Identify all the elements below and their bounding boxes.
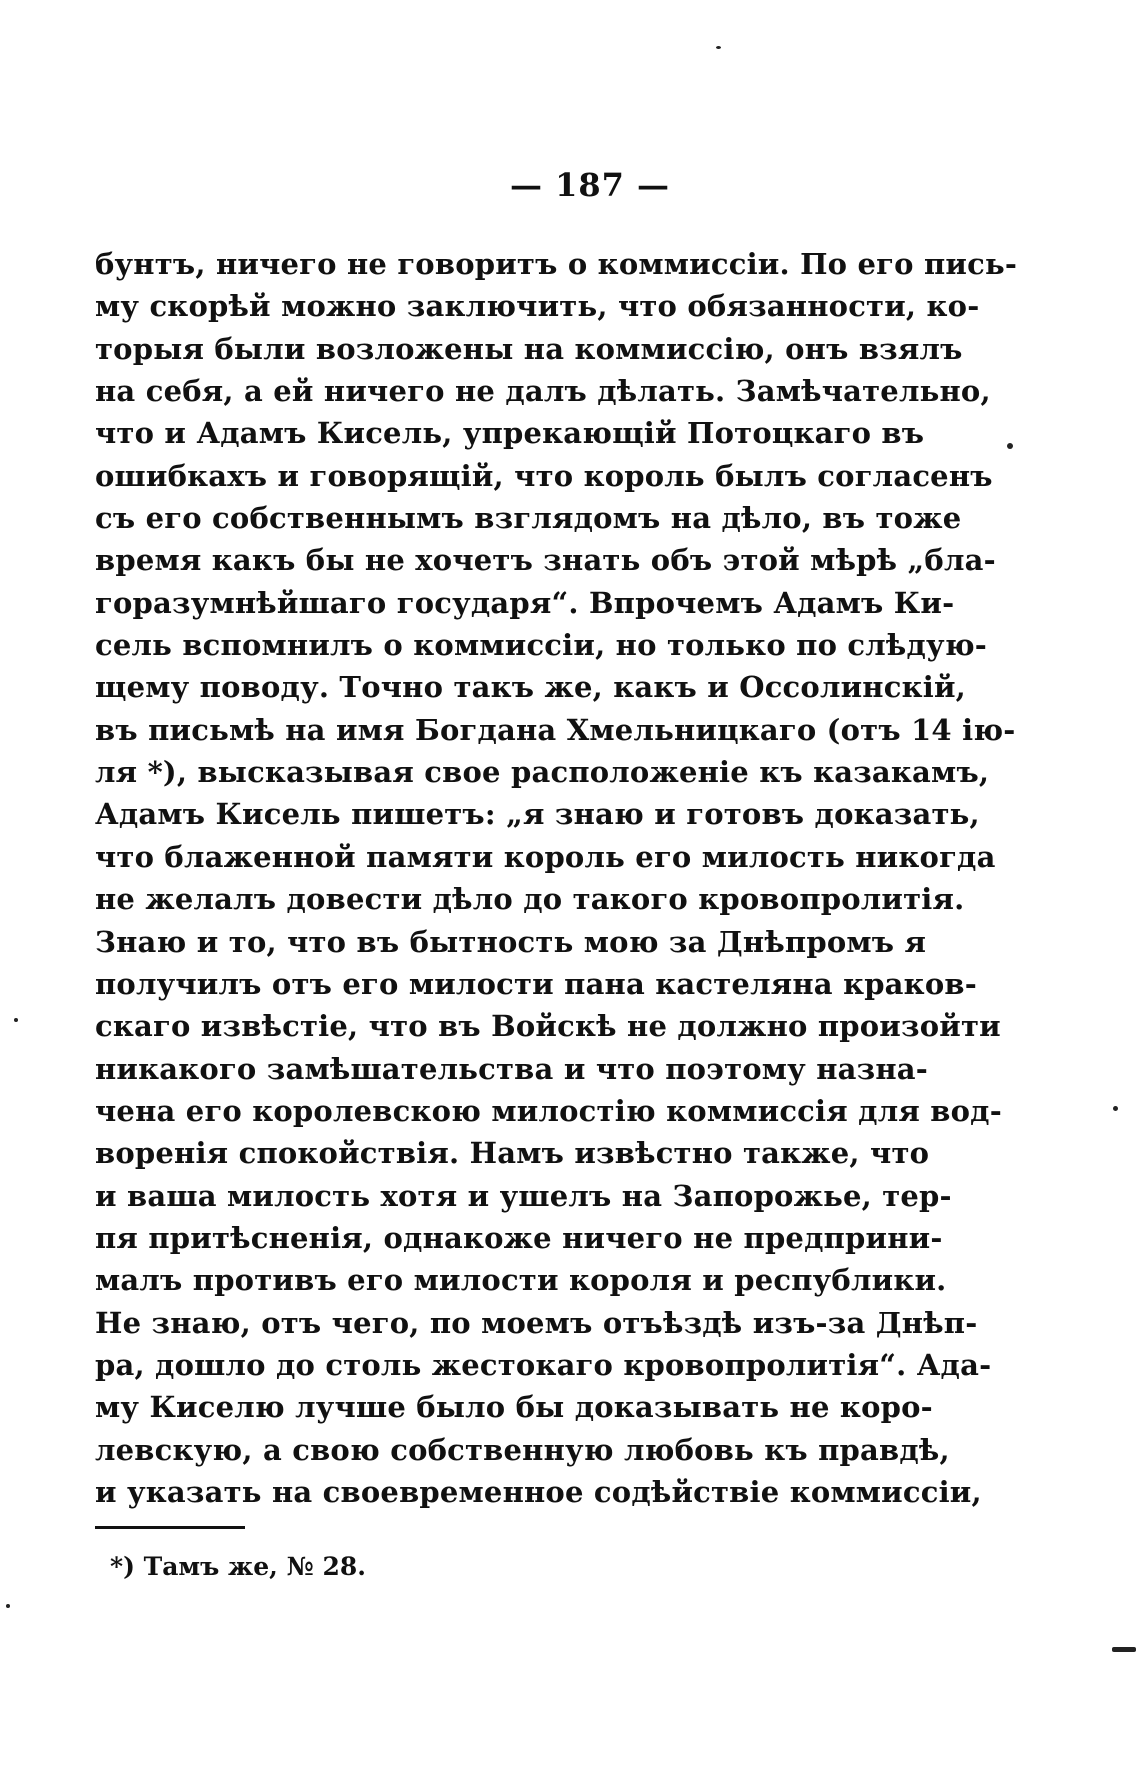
text-line: ра, дошло до столь жестокаго кровопролитія“. Ада- bbox=[95, 1347, 992, 1382]
text-line: ля *), высказывая свое расположеніе къ казакамъ, bbox=[95, 755, 990, 790]
scan-speck bbox=[6, 1604, 10, 1608]
text-line: не желалъ довести дѣло до такого кровопролитія. bbox=[95, 882, 965, 917]
text-line: въ письмѣ на имя Богдана Хмельницкаго (отъ 14 ію- bbox=[95, 712, 1016, 747]
text-line: на себя, а ей ничего не далъ дѣлать. Замѣчательно, bbox=[95, 374, 991, 409]
text-line: левскую, а свою собственную любовь къ правдѣ, bbox=[95, 1432, 950, 1467]
text-line: никакого замѣшательства и что поэтому назна- bbox=[95, 1051, 929, 1086]
scan-speck bbox=[14, 1018, 18, 1022]
text-line: Знаю и то, что въ бытность мою за Днѣпромъ я bbox=[95, 924, 927, 959]
scan-speck bbox=[1113, 1106, 1118, 1111]
text-line: воренія спокойствія. Намъ извѣстно также, что bbox=[95, 1136, 930, 1171]
text-line: что блаженной памяти король его милость никогда bbox=[95, 839, 996, 874]
text-line: Не знаю, отъ чего, по моемъ отъѣздѣ изъ-за Днѣп- bbox=[95, 1305, 978, 1340]
body-text bbox=[95, 243, 1018, 1513]
text-line: щему поводу. Точно такъ же, какъ и Оссолинскій, bbox=[95, 670, 966, 705]
text-line: чена его королевскою милостію коммиссія для вод- bbox=[95, 1093, 1002, 1128]
text-line: получилъ отъ его милости пана кастеляна краков- bbox=[95, 966, 977, 1001]
text-line: пя притѣсненія, однакоже ничего не предприни- bbox=[95, 1220, 943, 1255]
text-line: ошибкахъ и говорящій, что король былъ согласенъ bbox=[95, 458, 993, 493]
text-line: малъ противъ его милости короля и республики. bbox=[95, 1263, 947, 1298]
text-line: время какъ бы не хочетъ знать объ этой мѣрѣ „бла- bbox=[95, 543, 996, 578]
text-line: сель вспомнилъ о коммиссіи, но только по слѣдую- bbox=[95, 628, 987, 663]
text-line: горазумнѣйшаго государя“. Впрочемъ Адамъ Ки- bbox=[95, 585, 955, 620]
page-number: — 187 — bbox=[509, 166, 671, 204]
text-line: Адамъ Кисель пишетъ: „я знаю и готовъ доказать, bbox=[95, 797, 980, 832]
text-line: бунтъ, ничего не говоритъ о коммиссіи. По его пись- bbox=[95, 247, 1018, 281]
text-line: что и Адамъ Кисель, упрекающій Потоцкаго въ bbox=[95, 416, 925, 451]
text-line: и указать на своевременное содѣйствіе коммиссіи, bbox=[95, 1474, 982, 1509]
text-line: и ваша милость хотя и ушелъ на Запорожье, тер- bbox=[95, 1178, 952, 1213]
footnote-divider bbox=[95, 1526, 245, 1529]
scan-speck bbox=[1007, 443, 1013, 449]
text-line: му Киселю лучше было бы доказывать не коро- bbox=[95, 1390, 933, 1425]
footnote: *) Тамъ же, № 28. bbox=[110, 1552, 366, 1581]
text-line: торыя были возложены на коммиссію, онъ взялъ bbox=[95, 331, 963, 366]
scan-speck bbox=[716, 46, 721, 49]
text-line: скаго извѣстіе, что въ Войскѣ не должно произойти bbox=[95, 1009, 1001, 1044]
text-line: съ его собственнымъ взглядомъ на дѣло, въ тоже bbox=[95, 501, 962, 536]
scan-speck bbox=[1112, 1647, 1136, 1652]
text-line: му скорѣй можно заключить, что обязанности, ко- bbox=[95, 289, 980, 324]
